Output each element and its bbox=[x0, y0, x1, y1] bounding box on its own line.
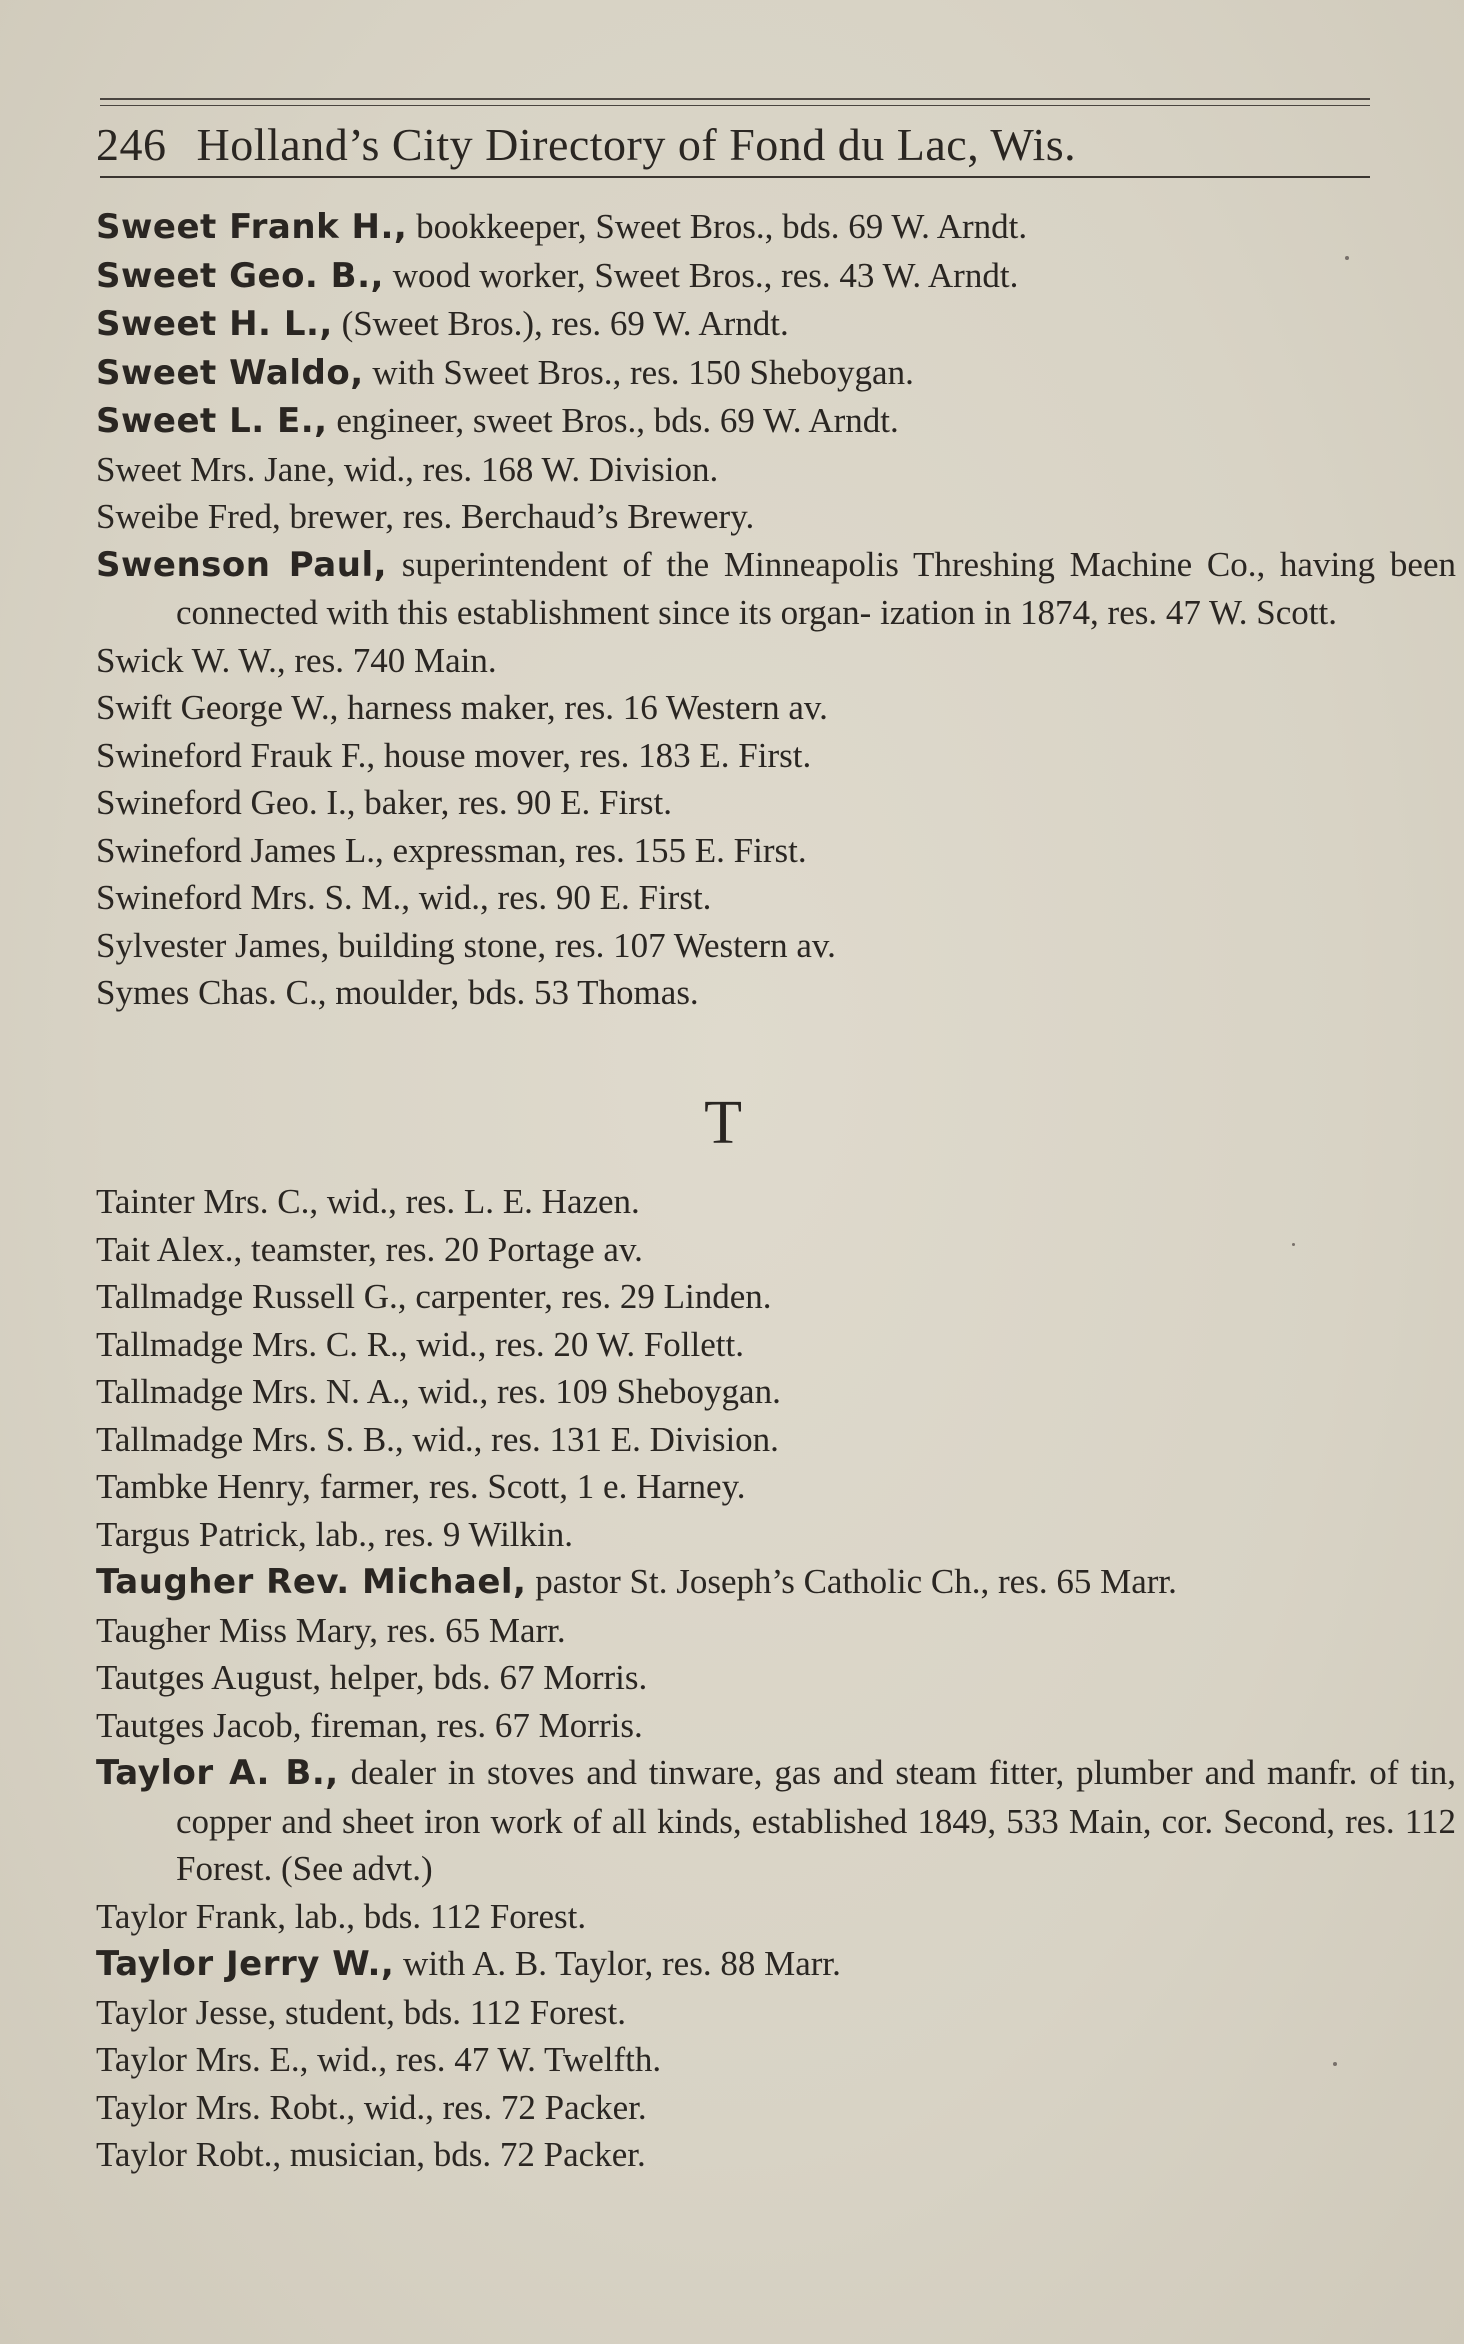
directory-entry bbox=[96, 2084, 1386, 2132]
paper-speck bbox=[1333, 2062, 1337, 2066]
directory-entry bbox=[96, 1226, 1386, 1274]
entry-details: dealer in stoves and tinware, gas and steam fitter, plumber and manfr. of tin, copper and sheet iron work of all kinds, established 1849, 533 Main, cor. Second, res. 112 Forest. (See advt.) bbox=[176, 1753, 1456, 1888]
header-top-rule bbox=[100, 98, 1370, 106]
entry-details: pastor St. Joseph’s Catholic Ch., res. 65 Marr. bbox=[526, 1562, 1177, 1601]
entry-details: wid., res. 72 Packer. bbox=[355, 2087, 647, 2127]
entry-name: Swineford Mrs. S. M., bbox=[96, 878, 411, 917]
directory-entry bbox=[96, 969, 1386, 1017]
entry-details: wid., res. 109 Sheboygan. bbox=[409, 1372, 781, 1411]
entry-name: Taylor Robt., bbox=[96, 2135, 282, 2174]
entry-details: engineer, sweet Bros., bds. 69 W. Arndt. bbox=[327, 401, 899, 440]
directory-entry bbox=[96, 684, 1386, 732]
entry-name: Tallmadge Mrs. N. A., bbox=[96, 1372, 410, 1411]
page-number: 246 bbox=[96, 119, 167, 170]
entry-name: Sweet Mrs. Jane, bbox=[96, 449, 336, 489]
entry-name: Taylor Frank, bbox=[96, 1896, 287, 1936]
entry-details: with Sweet Bros., res. 150 Sheboygan. bbox=[363, 352, 914, 392]
entry-details: student, bds. 112 Forest. bbox=[276, 1992, 626, 2032]
entry-details: building stone, res. 107 Western av. bbox=[329, 925, 836, 965]
entry-name: Taugher Miss Mary, bbox=[96, 1610, 379, 1650]
entry-details: harness maker, res. 16 Western av. bbox=[338, 688, 828, 727]
entry-details: carpenter, res. 29 Linden. bbox=[406, 1277, 772, 1316]
entry-name: Symes Chas. C., bbox=[96, 973, 327, 1012]
entry-details: fireman, res. 67 Morris. bbox=[301, 1705, 643, 1745]
entry-details: wid., res. 90 E. First. bbox=[410, 878, 712, 917]
entry-name: Tambke Henry, bbox=[96, 1467, 311, 1506]
entry-name: Swenson Paul, bbox=[96, 544, 388, 585]
entry-details: wid., res. L. E. Hazen. bbox=[318, 1182, 640, 1221]
directory-entry bbox=[96, 1702, 1386, 1750]
entry-details: res. 65 Marr. bbox=[378, 1610, 566, 1650]
entry-details: musician, bds. 72 Packer. bbox=[281, 2135, 646, 2174]
entry-details: helper, bds. 67 Morris. bbox=[321, 1658, 648, 1697]
directory-entry bbox=[96, 1416, 1386, 1464]
entry-name: Tait Alex., bbox=[96, 1229, 243, 1269]
entry-name: Taugher Rev. Michael, bbox=[96, 1562, 527, 1602]
entry-details: superintendent of the Minneapolis Threshing Machine Co., having been connected with this establishment since its organ- ization in 1874, res. 47 W. Scott. bbox=[176, 544, 1456, 632]
directory-entry bbox=[96, 2036, 1386, 2084]
entry-name: Taylor Jesse, bbox=[96, 1992, 277, 2032]
paper-speck bbox=[1345, 256, 1349, 260]
directory-entry bbox=[96, 1368, 1386, 1416]
directory-entry bbox=[96, 922, 1386, 970]
directory-entry bbox=[96, 1749, 1456, 1893]
entry-details: farmer, res. Scott, 1 e. Harney. bbox=[310, 1467, 746, 1506]
entry-name: Taylor Mrs. Robt., bbox=[96, 2087, 356, 2127]
entry-name: Tallmadge Mrs. S. B., bbox=[96, 1419, 404, 1459]
entry-name: Sweet Waldo, bbox=[96, 352, 364, 393]
entry-name: Tallmadge Mrs. C. R., bbox=[96, 1324, 408, 1364]
entry-name: Taylor A. B., bbox=[96, 1753, 339, 1793]
directory-entry bbox=[96, 300, 1386, 349]
directory-entry bbox=[96, 446, 1386, 494]
directory-entry bbox=[96, 1463, 1386, 1511]
directory-entry bbox=[96, 1893, 1386, 1941]
entry-name: Swick W. W., bbox=[96, 640, 286, 680]
entry-name: Targus Patrick, bbox=[96, 1514, 307, 1554]
entry-name: Tallmadge Russell G., bbox=[96, 1277, 407, 1316]
directory-entry bbox=[96, 1178, 1386, 1226]
entry-details: moulder, bds. 53 Thomas. bbox=[326, 973, 699, 1012]
entry-details: wid., res. 168 W. Division. bbox=[335, 449, 719, 489]
entry-name: Sweibe Fred, bbox=[96, 497, 281, 536]
entry-name: Tautges August, bbox=[96, 1658, 322, 1697]
entry-details: wid., res. 20 W. Follett. bbox=[407, 1324, 744, 1364]
section-letter-heading: T bbox=[704, 1089, 744, 1157]
directory-entry bbox=[96, 1558, 1386, 1607]
entry-name: Swineford James L., bbox=[96, 830, 384, 870]
entry-details: with A. B. Taylor, res. 88 Marr. bbox=[394, 1944, 841, 1983]
directory-entry bbox=[96, 493, 1386, 541]
directory-entry bbox=[96, 1654, 1386, 1702]
entry-details: house mover, res. 183 E. First. bbox=[375, 735, 812, 775]
directory-entry bbox=[96, 2131, 1386, 2179]
page-title: Holland’s City Directory of Fond du Lac, Wis. bbox=[196, 119, 1077, 170]
paper-speck bbox=[1292, 1243, 1295, 1246]
entry-name: Sweet H. L., bbox=[96, 304, 333, 344]
directory-entry bbox=[96, 874, 1386, 922]
directory-entry bbox=[96, 1940, 1386, 1989]
header-bottom-rule bbox=[100, 176, 1370, 178]
entry-name: Swineford Frauk F., bbox=[96, 735, 376, 775]
entry-details: wood worker, Sweet Bros., res. 43 W. Arndt. bbox=[383, 255, 1019, 295]
entry-name: Sweet L. E., bbox=[96, 401, 328, 441]
directory-entry bbox=[96, 349, 1386, 398]
directory-entry bbox=[96, 779, 1386, 827]
entry-details: wid., res. 131 E. Division. bbox=[403, 1419, 779, 1459]
entry-name: Swift George W., bbox=[96, 688, 339, 727]
entry-name: Sweet Geo. B., bbox=[96, 255, 384, 296]
entry-details: expressman, res. 155 E. First. bbox=[383, 830, 807, 870]
entry-name: Swineford Geo. I., bbox=[96, 783, 356, 822]
entries-t-list bbox=[96, 1178, 1456, 2179]
directory-entry bbox=[96, 637, 1386, 685]
directory-entry bbox=[96, 397, 1386, 446]
entry-name: Sweet Frank H., bbox=[96, 207, 408, 247]
entry-details: baker, res. 90 E. First. bbox=[355, 783, 672, 822]
directory-entry bbox=[96, 203, 1386, 252]
directory-entry bbox=[96, 827, 1386, 875]
entry-name: Taylor Jerry W., bbox=[96, 1944, 395, 1984]
entry-name: Tainter Mrs. C., bbox=[96, 1182, 319, 1221]
directory-entry bbox=[96, 1607, 1386, 1655]
entry-details: teamster, res. 20 Portage av. bbox=[242, 1229, 643, 1269]
directory-entry bbox=[96, 1511, 1386, 1559]
entry-details: brewer, res. Berchaud’s Brewery. bbox=[280, 497, 755, 536]
directory-entry bbox=[96, 252, 1386, 301]
entry-details: lab., bds. 112 Forest. bbox=[286, 1896, 587, 1936]
entry-details: bookkeeper, Sweet Bros., bds. 69 W. Arndt. bbox=[407, 207, 1028, 246]
entry-details: res. 740 Main. bbox=[285, 640, 497, 680]
entry-details: (Sweet Bros.), res. 69 W. Arndt. bbox=[332, 304, 789, 343]
entry-details: lab., res. 9 Wilkin. bbox=[306, 1514, 574, 1554]
entry-name: Tautges Jacob, bbox=[96, 1705, 302, 1745]
directory-entry bbox=[96, 541, 1456, 637]
directory-entry bbox=[96, 732, 1386, 780]
directory-entry bbox=[96, 1273, 1386, 1321]
entry-details: wid., res. 47 W. Twelfth. bbox=[308, 2040, 662, 2079]
page-header bbox=[96, 118, 1376, 174]
entry-name: Taylor Mrs. E., bbox=[96, 2040, 309, 2079]
entry-name: Sylvester James, bbox=[96, 925, 330, 965]
directory-entry bbox=[96, 1321, 1386, 1369]
entries-s-list bbox=[96, 203, 1456, 1017]
directory-entry bbox=[96, 1989, 1386, 2037]
